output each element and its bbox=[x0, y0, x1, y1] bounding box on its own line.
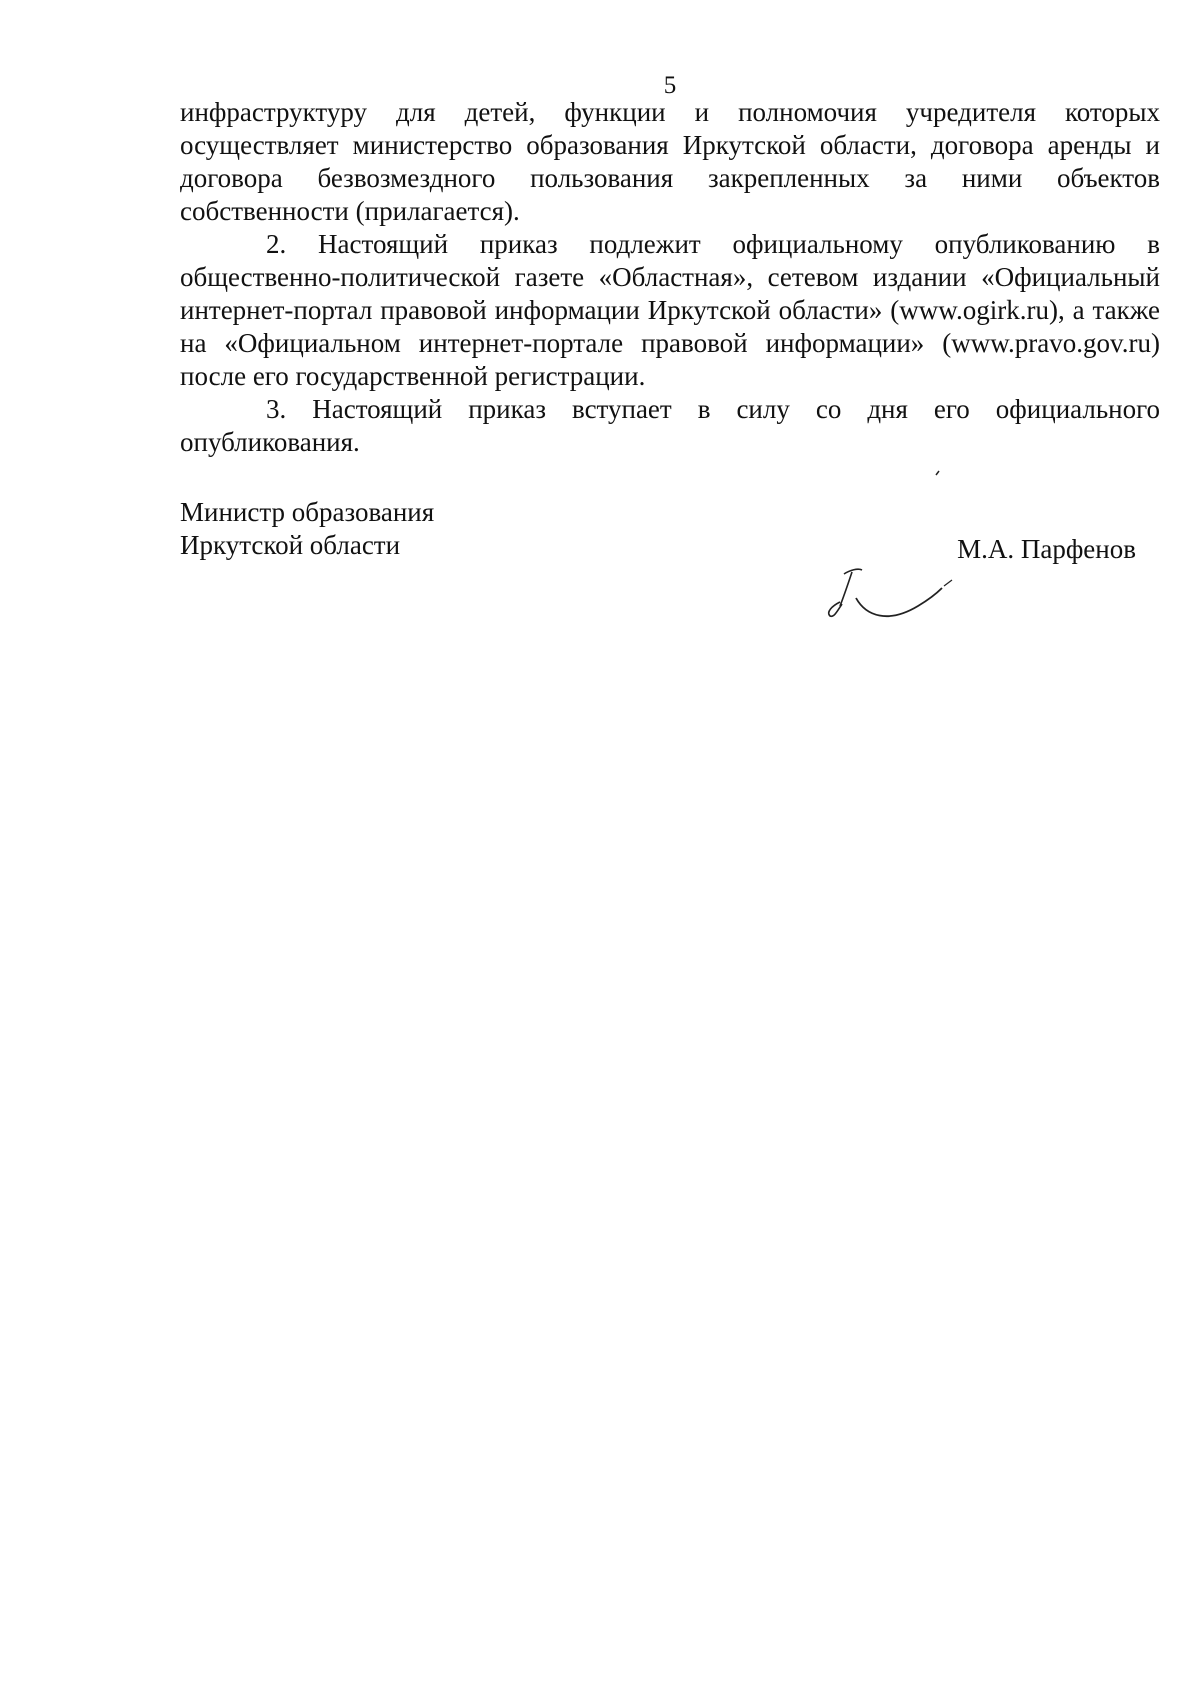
paragraph-3: 3. Настоящий приказ вступает в силу со дня его официального опубликования. bbox=[180, 394, 1160, 457]
page-number: 5 bbox=[663, 72, 677, 99]
handwritten-signature bbox=[818, 560, 958, 630]
document-body bbox=[180, 96, 1160, 459]
paragraph-1: инфраструктуру для детей, функции и полномочия учредителя которых осуществляет министерство образования Иркутской области, договора аренды и договора безвозмездного пользования закрепленных за ними объектов собственности (прилагается). bbox=[180, 97, 1160, 226]
paragraph-2: 2. Настоящий приказ подлежит официальному опубликованию в общественно-политической газете «Областная», сетевом издании «Официальный интернет-портал правовой информации Иркутской области» (www.ogirk.ru), а также на «Официальном интернет-портале правовой информации» (www.pravo.gov.ru) после его государственной регистрации. bbox=[180, 229, 1160, 391]
signatory-name: М.А. Парфенов bbox=[957, 534, 1136, 564]
signature-block bbox=[180, 496, 1160, 562]
signatory-title-line-1: Министр образования bbox=[180, 497, 435, 527]
signatory-title-line-2: Иркутской области bbox=[180, 530, 401, 560]
ink-dot bbox=[935, 470, 941, 476]
